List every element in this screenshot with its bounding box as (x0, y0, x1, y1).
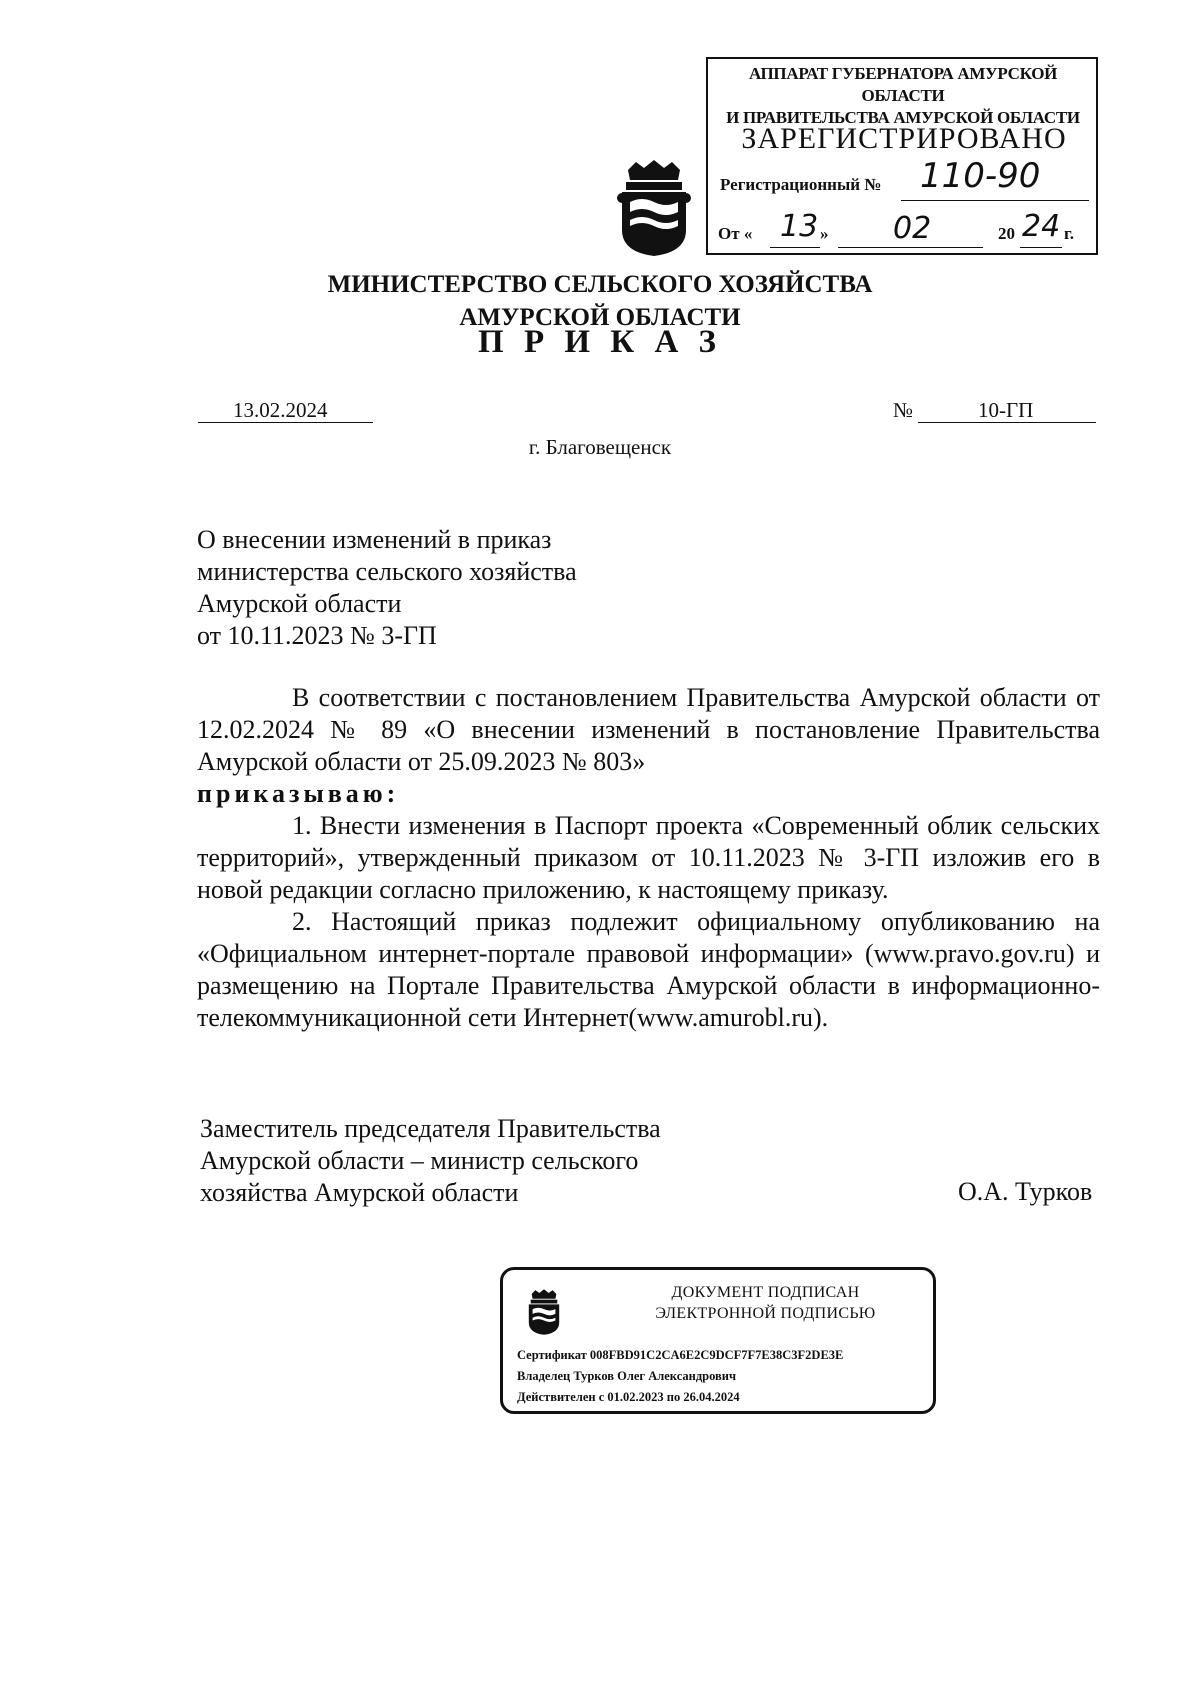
order-item-2: 2. Настоящий приказ подлежит официальному опубликованию на «Официальном интернет-портале правовой информации» (www.pravo.gov.ru) и размещению на Портале Правительства Амурской области в информационно-телекоммуникационной сети Интернет(www.amurobl.ru). (197, 907, 1100, 1032)
stamp-day-underline (770, 247, 820, 248)
coat-of-arms-icon (525, 1288, 563, 1336)
stamp-date-prefix: От « (718, 224, 753, 243)
stamp-org-line2: И ПРАВИТЕЛЬСТВА АМУРСКОЙ ОБЛАСТИ (726, 108, 1080, 127)
stamp-year-suffix: г. (1064, 224, 1075, 243)
esig-title-line1: ДОКУМЕНТ ПОДПИСАН (671, 1284, 860, 1301)
signer-position-line: Амурской области – министр сельского (200, 1146, 639, 1175)
electronic-signature-stamp (500, 1267, 936, 1414)
order-item-1: 1. Внести изменения в Паспорт проекта «Современный облик сельских территорий», утвержденный приказом от 10.11.2023 № 3-ГП изложив его в новой редакции согласно приложению, к настоящему приказу. (197, 811, 1100, 904)
esig-title-line2: ЭЛЕКТРОННОЙ ПОДПИСЬЮ (655, 1305, 876, 1322)
esig-certificate: Сертификат 008FBD91C2CA6E2C9DCF7F7E38C3F2DE3E (517, 1348, 844, 1362)
subject-line: О внесении изменений в приказ (197, 525, 552, 554)
esig-valid: Действителен с 01.02.2023 по 26.04.2024 (517, 1390, 740, 1404)
document-type: П Р И К А З (478, 324, 722, 360)
stamp-organization (718, 63, 1088, 129)
esig-title (613, 1282, 918, 1324)
stamp-reg-number: 110-90 (920, 156, 1041, 196)
order-word: приказываю: (197, 779, 400, 808)
stamp-year-prefix: 20 (998, 224, 1015, 243)
subject-line: Амурской области (197, 589, 402, 618)
number-underline (918, 422, 1096, 423)
registration-stamp (706, 57, 1098, 255)
subject-line: министерства сельского хозяйства (197, 557, 577, 586)
stamp-org-line1: АППАРАТ ГУБЕРНАТОРА АМУРСКОЙ ОБЛАСТИ (748, 64, 1058, 105)
signer-position (200, 1113, 661, 1209)
coat-of-arms-icon (614, 158, 694, 258)
preamble: В соответствии с постановлением Правительства Амурской области от 12.02.2024 № 89 «О внесении изменений в постановление Правительства Амурской области от 25.09.2023 № 803» (197, 683, 1100, 776)
number-label: № (893, 398, 914, 422)
order-subject (197, 524, 577, 652)
ministry-line1: МИНИСТЕРСТВО СЕЛЬСКОГО ХОЗЯЙСТВА (327, 271, 873, 298)
signer-position-line: хозяйства Амурской области (200, 1178, 519, 1207)
signer-position-line: Заместитель председателя Правительства (200, 1114, 661, 1143)
stamp-day: 13 (780, 209, 819, 244)
order-date: 13.02.2024 (233, 398, 328, 422)
ministry-line2: АМУРСКОЙ ОБЛАСТИ (459, 304, 741, 331)
stamp-date-row (718, 224, 752, 244)
stamp-year-hand: 24 (1022, 209, 1061, 244)
stamp-title: ЗАРЕГИСТРИРОВАНО (741, 122, 1067, 155)
city: г. Благовещенск (528, 435, 672, 459)
stamp-day-close: » (820, 224, 829, 243)
stamp-reg-label: Регистрационный № (720, 175, 882, 194)
order-number: 10-ГП (978, 398, 1034, 422)
stamp-reg-underline (901, 200, 1089, 201)
stamp-year-underline (1020, 247, 1062, 248)
stamp-month-underline (838, 247, 983, 248)
date-underline (198, 422, 373, 423)
esig-owner: Владелец Турков Олег Александрович (517, 1369, 737, 1383)
subject-line: от 10.11.2023 № 3-ГП (197, 621, 437, 650)
signer-name: О.А. Турков (958, 1177, 1093, 1206)
stamp-month: 02 (893, 211, 932, 246)
stamp-reg-row (720, 175, 881, 195)
